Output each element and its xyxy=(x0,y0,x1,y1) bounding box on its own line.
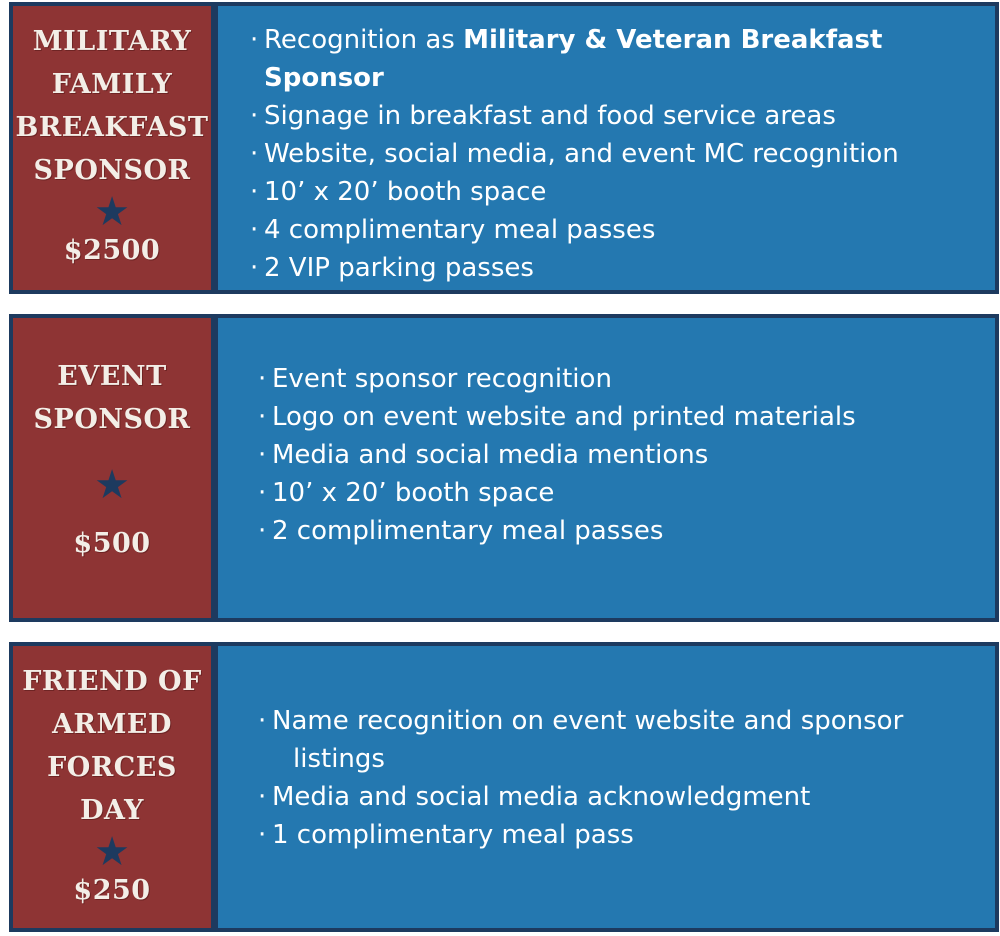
bullet-dot: · xyxy=(258,364,267,394)
bullet-dot: · xyxy=(258,706,267,736)
benefit-text: 1 complimentary meal pass xyxy=(272,820,634,850)
benefit-list xyxy=(250,21,995,287)
sponsor-tier-friend-of-armed-forces-day xyxy=(9,642,999,932)
benefit-list xyxy=(258,360,856,550)
tier-label-panel xyxy=(13,646,211,928)
tier-price: $2500 xyxy=(63,235,161,266)
sponsor-tier-event xyxy=(9,314,999,622)
tier-benefits-panel xyxy=(218,318,995,618)
tier-benefits-panel xyxy=(218,6,995,290)
benefit-list xyxy=(258,702,903,854)
tier-title-line: FORCES xyxy=(47,752,177,783)
tier-title-line: MILITARY xyxy=(32,26,192,57)
bullet-dot: · xyxy=(250,139,259,169)
benefit-item xyxy=(258,436,856,474)
bullet-dot: · xyxy=(258,478,267,508)
benefit-text: Name recognition on event website and sponsor xyxy=(272,706,904,736)
benefit-item xyxy=(258,778,903,816)
tier-benefits-panel xyxy=(218,646,995,928)
benefit-text: Recognition as xyxy=(264,25,464,55)
tier-price: $500 xyxy=(73,528,151,559)
benefit-item xyxy=(258,702,903,778)
tier-title-line: FAMILY xyxy=(51,69,173,100)
bullet-dot: · xyxy=(250,101,259,131)
bullet-dot: · xyxy=(258,820,267,850)
tier-label-panel xyxy=(13,6,211,290)
sponsor-tier-military-family-breakfast xyxy=(9,2,999,294)
bullet-dot: · xyxy=(250,253,259,283)
tier-title-line: DAY xyxy=(80,795,144,826)
benefit-text: 10’ x 20’ booth space xyxy=(272,478,555,508)
benefit-text: Media and social media acknowledgment xyxy=(272,782,811,812)
benefit-item xyxy=(250,97,995,135)
benefit-text: 4 complimentary meal passes xyxy=(264,215,656,245)
tier-title-line: ARMED xyxy=(52,709,172,740)
benefit-text: 2 VIP parking passes xyxy=(264,253,534,283)
tier-title-line: SPONSOR xyxy=(33,155,191,186)
star-icon: ★ xyxy=(94,462,130,508)
benefit-item xyxy=(250,21,995,97)
benefit-item xyxy=(258,816,903,854)
bullet-dot: · xyxy=(250,177,259,207)
benefit-item xyxy=(258,360,856,398)
bullet-dot: · xyxy=(258,440,267,470)
star-icon: ★ xyxy=(94,189,130,235)
bullet-dot: · xyxy=(250,25,259,55)
benefit-item xyxy=(250,211,995,249)
benefit-text-continuation: listings xyxy=(293,744,385,774)
benefit-text: 10’ x 20’ booth space xyxy=(264,177,547,207)
benefit-item xyxy=(250,135,995,173)
benefit-item xyxy=(250,249,995,287)
benefit-text: 2 complimentary meal passes xyxy=(272,516,664,546)
tier-title-line: EVENT xyxy=(57,361,167,392)
benefit-item xyxy=(258,398,856,436)
tier-title-line: FRIEND OF xyxy=(22,666,202,697)
benefit-text: Media and social media mentions xyxy=(272,440,709,470)
benefit-item xyxy=(250,173,995,211)
benefit-text-bold: Military & Veteran Breakfast Sponsor xyxy=(264,25,883,93)
benefit-text: Signage in breakfast and food service areas xyxy=(264,101,836,131)
tier-title-line: SPONSOR xyxy=(33,404,191,435)
tier-title-line: BREAKFAST xyxy=(15,112,209,143)
tier-price: $250 xyxy=(73,875,151,906)
benefit-text: Logo on event website and printed materials xyxy=(272,402,856,432)
bullet-dot: · xyxy=(258,516,267,546)
star-icon: ★ xyxy=(94,829,130,875)
bullet-dot: · xyxy=(250,215,259,245)
benefit-text: Website, social media, and event MC recognition xyxy=(264,139,899,169)
benefit-item xyxy=(258,474,856,512)
bullet-dot: · xyxy=(258,782,267,812)
tier-label-panel xyxy=(13,318,211,618)
benefit-text: Event sponsor recognition xyxy=(272,364,612,394)
bullet-dot: · xyxy=(258,402,267,432)
benefit-item xyxy=(258,512,856,550)
